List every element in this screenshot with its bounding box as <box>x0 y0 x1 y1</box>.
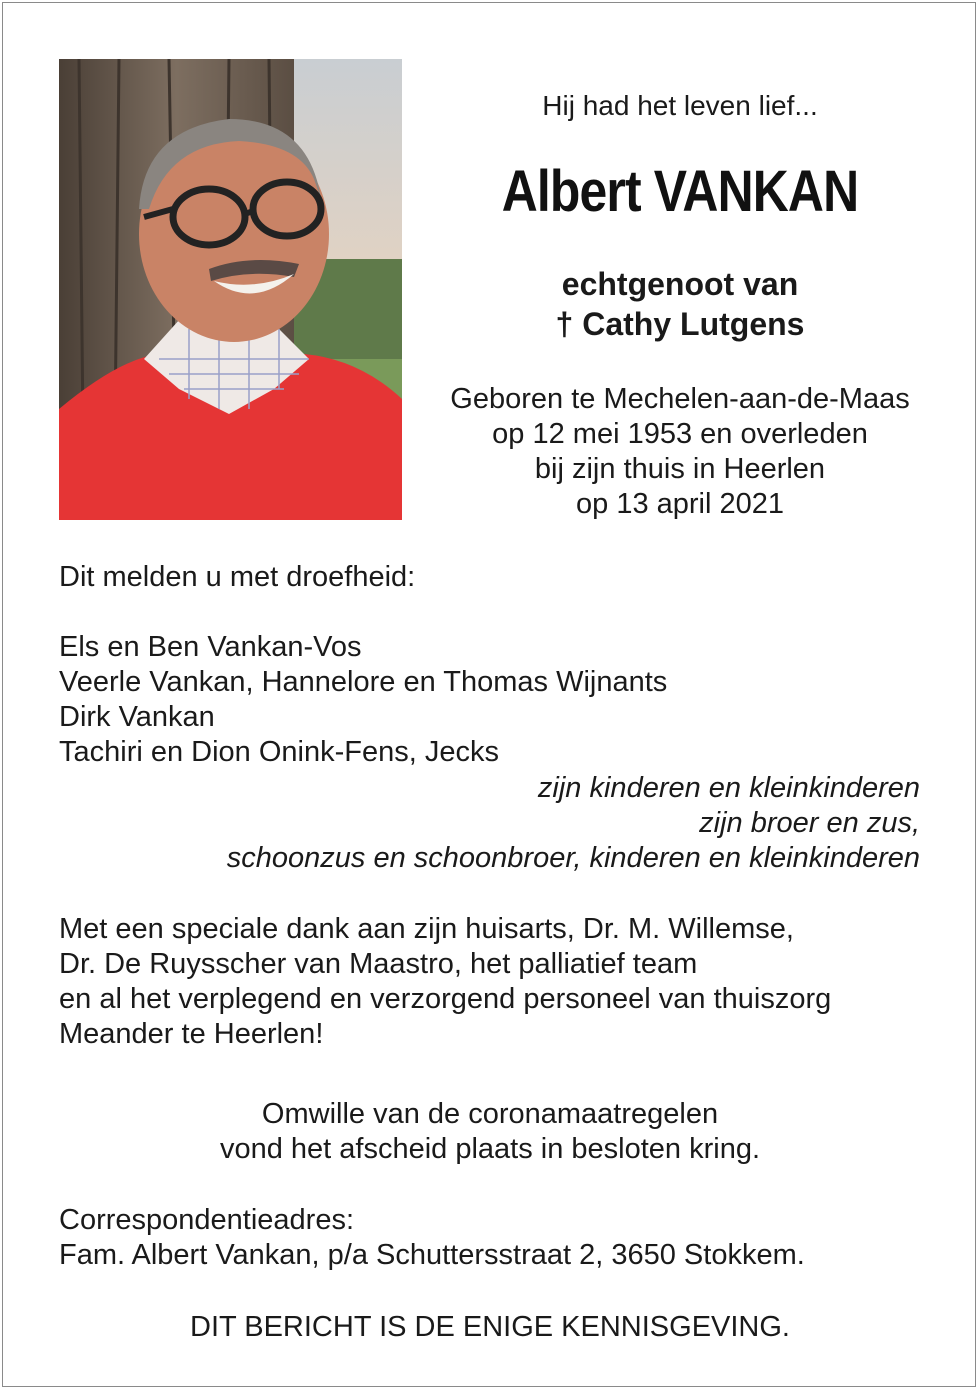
portrait-photo <box>59 59 402 520</box>
birth-death-line: Geboren te Mechelen-aan-de-Maas <box>450 383 910 415</box>
birth-death-block <box>420 382 940 522</box>
family-line: Dirk Vankan <box>59 701 215 733</box>
deceased-name: Albert VANKAN <box>501 159 859 224</box>
address-label: Correspondentieadres: <box>59 1204 355 1236</box>
thanks-line: en al het verplegend en verzorgend personeel van thuiszorg <box>59 983 832 1015</box>
announce-intro: Dit melden u met droefheid: <box>59 561 416 593</box>
thanks-line: Met een speciale dank aan zijn huisarts, Dr. M. Willemse, <box>59 913 794 945</box>
spouse-block <box>420 264 940 344</box>
birth-death-line: op 12 mei 1953 en overleden <box>492 418 868 450</box>
spouse-line-2: † Cathy Lutgens <box>555 306 805 342</box>
thanks-line: Meander te Heerlen! <box>59 1018 324 1050</box>
relation-line: schoonzus en schoonbroer, kinderen en kleinkinderen <box>226 842 920 874</box>
spouse-line-1: echtgenoot van <box>561 266 799 302</box>
relation-line: zijn broer en zus, <box>699 807 920 839</box>
family-line: Veerle Vankan, Hannelore en Thomas Wijnants <box>59 666 668 698</box>
corona-line: Omwille van de coronamaatregelen <box>261 1098 719 1130</box>
footer-notice: DIT BERICHT IS DE ENIGE KENNISGEVING. <box>190 1311 790 1343</box>
family-line: Tachiri en Dion Onink-Fens, Jecks <box>59 736 499 768</box>
address: Fam. Albert Vankan, p/a Schuttersstraat 2, 3650 Stokkem. <box>59 1239 805 1271</box>
birth-death-line: op 13 april 2021 <box>576 488 784 520</box>
relation-line: zijn kinderen en kleinkinderen <box>537 772 920 804</box>
birth-death-line: bij zijn thuis in Heerlen <box>534 453 826 485</box>
motto: Hij had het leven lief... <box>542 90 818 121</box>
family-line: Els en Ben Vankan-Vos <box>59 631 362 663</box>
thanks-line: Dr. De Ruysscher van Maastro, het palliatief team <box>59 948 698 980</box>
corona-line: vond het afscheid plaats in besloten kring. <box>219 1133 761 1165</box>
